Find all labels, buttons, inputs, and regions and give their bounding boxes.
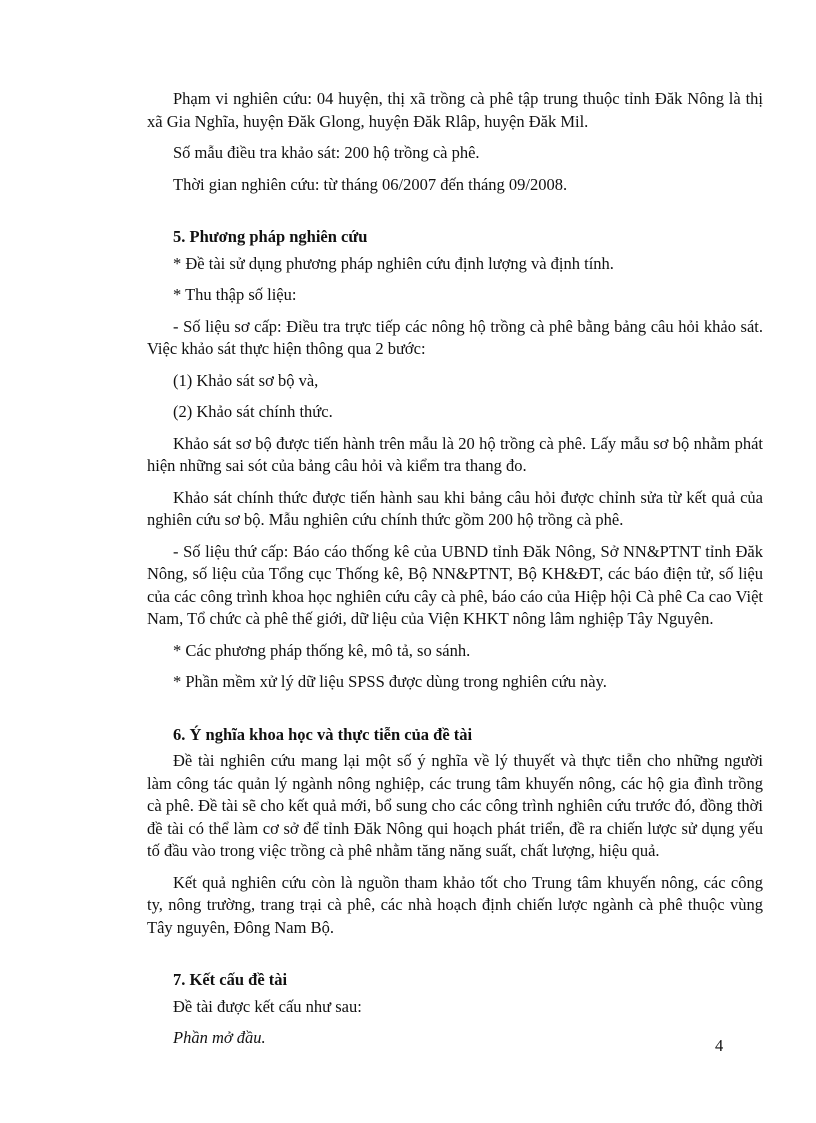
page-number: 4: [715, 1036, 724, 1055]
section-5-paragraph-9: * Các phương pháp thống kê, mô tả, so sánh.: [173, 640, 471, 660]
section-5-paragraph-2: * Thu thập số liệu:: [173, 285, 297, 304]
scope-paragraph: Phạm vi nghiên cứu: 04 huyện, thị xã trồng cà phê tập trung thuộc tỉnh Đăk Nông là thị xã Gia Nghĩa, huyện Đăk Glong, huyện Đăk Rlâp, huyện Đăk Mil.: [147, 89, 763, 131]
section-6-paragraph-1: Đề tài nghiên cứu mang lại một số ý nghĩa về lý thuyết và thực tiễn cho những người làm công tác quản lý ngành nông nghiệp, các trung tâm khuyến nông, các hộ gia đình trồng cà phê. Đề tài sẽ cho kết quả mới, bổ sung cho các công trình nghiên cứu trước đó, đồng thời đề tài có thể làm cơ sở để tỉnh Đăk Nông qui hoạch phát triển, đề ra chiến lược sử dụng yếu tố đầu vào trong việc trồng cà phê nhằm tăng năng suất, chất lượng, hiệu quả.: [147, 751, 763, 860]
sample-paragraph: Số mẫu điều tra khảo sát: 200 hộ trồng cà phê.: [173, 143, 480, 162]
section-5-paragraph-8: - Số liệu thứ cấp: Báo cáo thống kê của UBND tỉnh Đăk Nông, Sở NN&PTNT tỉnh Đăk Nông, số liệu của Tổng cục Thống kê, Bộ NN&PTNT, Bộ KH&ĐT, các báo điện tử, số liệu của các công trình khoa học nghiên cứu cây cà phê, báo cáo của Hiệp hội Cà phê Ca cao Việt Nam, Tổ chức cà phê thế giới, dữ liệu của Viện KHKT nông lâm nghiệp Tây Nguyên.: [147, 541, 763, 628]
section-6-heading: 6. Ý nghĩa khoa học và thực tiễn của đề tài: [173, 724, 473, 744]
section-5-paragraph-5: (2) Khảo sát chính thức.: [173, 402, 333, 421]
section-5-paragraph-3: - Số liệu sơ cấp: Điều tra trực tiếp các nông hộ trồng cà phê bằng bảng câu hỏi khảo sát. Việc khảo sát thực hiện thông qua 2 bước:: [147, 316, 763, 358]
section-7-heading: 7. Kết cấu đề tài: [173, 970, 288, 989]
section-7-paragraph-1: Đề tài được kết cấu như sau:: [173, 996, 362, 1016]
section-7-paragraph-2: Phần mở đầu.: [173, 1028, 266, 1047]
section-5-paragraph-10: * Phần mềm xử lý dữ liệu SPSS được dùng trong nghiên cứu này.: [173, 672, 607, 691]
time-paragraph: Thời gian nghiên cứu: từ tháng 06/2007 đến tháng 09/2008.: [173, 174, 568, 194]
section-5-paragraph-4: (1) Khảo sát sơ bộ và,: [173, 370, 319, 390]
section-5-heading: 5. Phương pháp nghiên cứu: [173, 227, 368, 246]
section-5-paragraph-1: * Đề tài sử dụng phương pháp nghiên cứu định lượng và định tính.: [173, 253, 614, 273]
document-page: [147, 88, 763, 1059]
section-5-paragraph-6: Khảo sát sơ bộ được tiến hành trên mẫu là 20 hộ trồng cà phê. Lấy mẫu sơ bộ nhằm phát hiện những sai sót của bảng câu hỏi và kiểm tra thang đo.: [147, 433, 763, 475]
section-5-paragraph-7: Khảo sát chính thức được tiến hành sau khi bảng câu hỏi được chỉnh sửa từ kết quả của nghiên cứu sơ bộ. Mẫu nghiên cứu chính thức gồm 200 hộ trồng cà phê.: [147, 487, 763, 529]
section-6-paragraph-2: Kết quả nghiên cứu còn là nguồn tham khảo tốt cho Trung tâm khuyến nông, các công ty, nông trường, trang trại cà phê, các nhà hoạch định chiến lược ngành cà phê thuộc vùng Tây nguyên, Đông Nam Bộ.: [147, 872, 763, 937]
